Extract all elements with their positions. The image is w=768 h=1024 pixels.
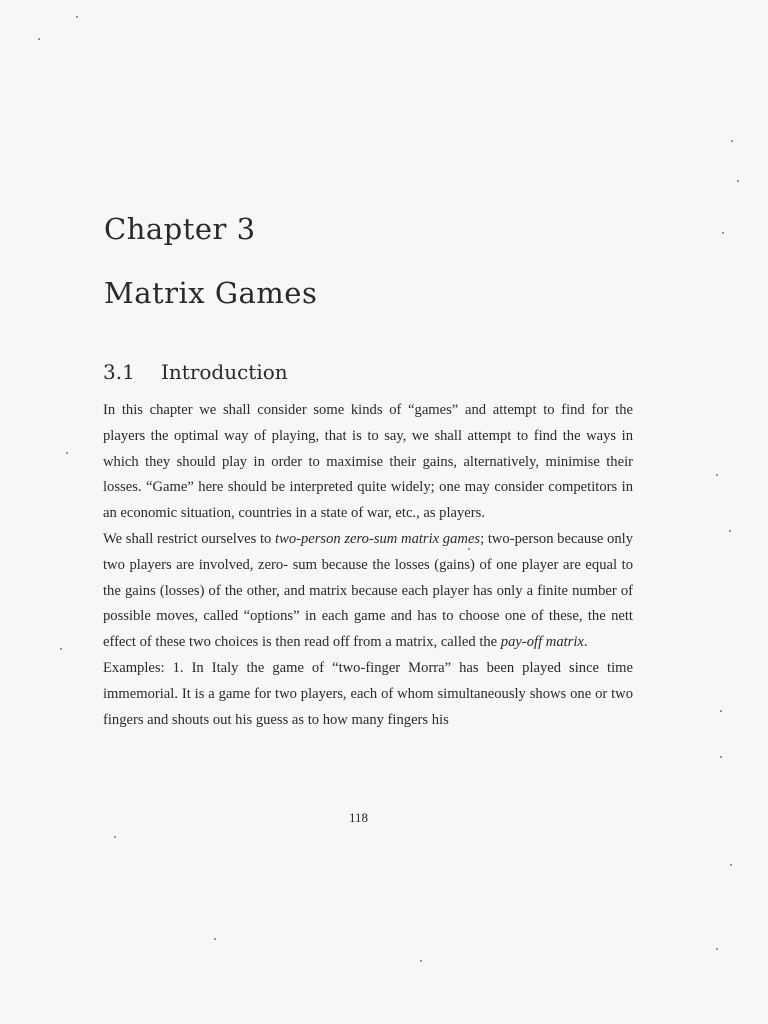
scan-speck (716, 948, 718, 950)
scan-speck (420, 960, 422, 962)
scan-speck (468, 548, 470, 550)
scan-speck (730, 864, 732, 866)
scan-speck (114, 836, 116, 838)
scan-speck (731, 140, 733, 142)
scan-speck (214, 938, 216, 940)
section-title: Introduction (161, 360, 288, 384)
section-heading (103, 360, 288, 384)
body-text (103, 398, 633, 733)
paragraph-restriction (103, 527, 633, 656)
chapter-title: Matrix Games (104, 276, 318, 310)
paragraph-restriction-middle: ; two-person because only two players are involved, zero- sum because the losses (gains) of one player are equal to the gains (losses) of the other, and matrix because each player has only a finite number of possible moves, called “options” in each game and has to choose one of these, the nett effect of these two choices is then read off from a matrix, called the (103, 530, 633, 651)
paragraph-examples: Examples: 1. In Italy the game of “two-finger Morra” has been played since time immemorial. It is a game for two players, each of whom simultaneously shows one or two fingers and shouts out his guess as to how many fingers his (103, 659, 633, 728)
scan-speck (716, 474, 718, 476)
scan-speck (60, 648, 62, 650)
scan-speck (722, 232, 724, 234)
scan-speck (737, 180, 739, 182)
scan-speck (38, 38, 40, 40)
paragraph-restriction-start: We shall restrict ourselves to (103, 530, 276, 547)
scan-speck (720, 756, 722, 758)
chapter-label: Chapter 3 (104, 212, 256, 246)
page-number: 118 (349, 810, 369, 825)
emphasis-payoff-matrix: pay-off matrix (500, 634, 584, 651)
scan-speck (729, 530, 731, 532)
paragraph-restriction-end: . (583, 634, 588, 651)
emphasis-game-type: two-person zero-sum matrix games (275, 530, 481, 547)
scan-speck (720, 710, 722, 712)
paragraph-intro: In this chapter we shall consider some kinds of “games” and attempt to find for the players the optimal way of playing, that is to say, we shall attempt to find the ways in which they should play in order to maximise their gains, alternatively, minimise their losses. “Game” here should be interpreted quite widely; one may consider competitors in an economic situation, countries in a state of war, etc., as players. (103, 402, 633, 522)
section-number: 3.1 (103, 360, 135, 384)
scan-speck (66, 452, 68, 454)
scan-speck (76, 16, 78, 18)
